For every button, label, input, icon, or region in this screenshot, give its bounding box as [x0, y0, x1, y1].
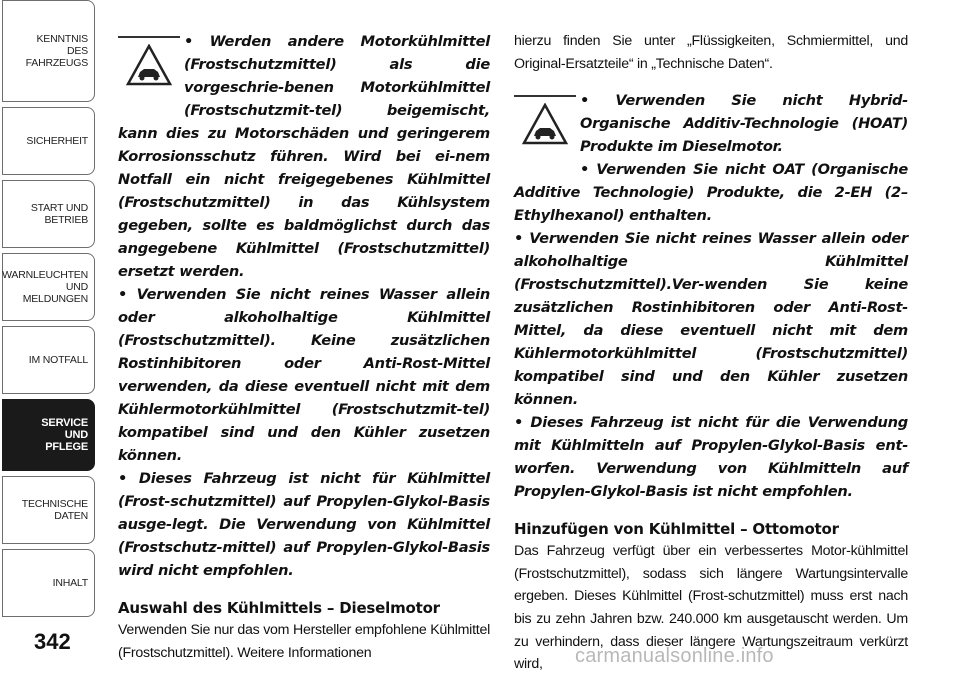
tab-label: INHALT [52, 577, 88, 589]
tab-label: START UND BETRIEB [30, 202, 88, 226]
tab-label: TECHNISCHE DATEN [21, 498, 88, 522]
tab-sicherheit[interactable] [2, 107, 95, 175]
tab-warnleuchten-und-meldungen[interactable] [2, 253, 95, 321]
tab-start-und-betrieb[interactable] [2, 180, 95, 248]
body-paragraph: hierzu finden Sie unter „Flüssigkeiten, Schmiermittel, und Original-Ersatzteile“ in „Technische Daten“. [514, 33, 908, 72]
right-column [514, 30, 908, 676]
warning-triangle-icon [118, 36, 180, 102]
warning-block [514, 89, 908, 503]
section-heading: Auswahl des Kühlmittels – Dieselmotor [118, 599, 440, 617]
tab-label: KENNTNIS DES FAHRZEUGS [25, 33, 88, 69]
tab-technische-daten[interactable] [2, 476, 95, 544]
tab-label: IM NOTFALL [28, 354, 88, 366]
warning-text: • Verwenden Sie nicht reines Wasser allein oder alkoholhaltige Kühlmittel (Frostschutzmittel). Keine zusätzlichen Rostinhibitoren oder Anti-Rost-Mittel verwenden, da diese eventuell nicht mit dem Kühlermotorkühlmittel (Frostschutzmit-tel) kompatibel sind und den Kühler zusetzen können. [118, 286, 490, 464]
warning-block [118, 30, 490, 582]
left-column [118, 30, 490, 664]
warning-text: • Werden andere Motorkühlmittel (Frostschutzmittel) als die vorgeschrie-benen Motorkühlmittel (Frostschutzmit-tel) beigemischt, kann dies zu Motorschäden und geringerem Korrosionsschutz führen. Wird bei ei-nem Notfall ein nicht freigegebenes Kühlmittel (Frostschutzmittel) in das Kühlsystem gegeben, sollte es baldmöglichst durch das angegebene Kühlmittel (Frostschutzmittel) ersetzt werden. [118, 33, 490, 280]
body-paragraph: Verwenden Sie nur das vom Hersteller empfohlene Kühlmittel (Frostschutzmittel). Weitere Informationen [118, 622, 490, 661]
warning-triangle-icon [514, 95, 576, 161]
tab-label: SERVICE UND PFLEGE [41, 417, 88, 453]
tab-label: SICHERHEIT [26, 135, 88, 147]
page-number: 342 [34, 629, 71, 654]
tab-kenntnis-des-fahrzeugs[interactable] [2, 0, 95, 102]
tab-inhalt[interactable] [2, 549, 95, 617]
tab-label: WARNLEUCHTEN UND MELDUNGEN [2, 269, 88, 305]
section-heading: Hinzufügen von Kühlmittel – Ottomotor [514, 520, 839, 539]
tab-im-notfall[interactable] [2, 326, 95, 394]
body-paragraph: Das Fahrzeug verfügt über ein verbessertes Motor-kühlmittel (Frostschutzmittel), sodass sich längere Wartungsintervalle ergeben. Dieses Kühlmittel (Frost-schutzmittel) muss erst nach bis zu zehn Jahren bzw. 240.000 km ausgetauscht werden. Um zu verhindern, dass dieser längere Wartungszeitraum verkürzt wird, [514, 543, 908, 673]
warning-text: • Dieses Fahrzeug ist nicht für Kühlmittel (Frost-schutzmittel) auf Propylen-Glykol-Basis ausge-legt. Die Verwendung von Kühlmittel (Frostschutz-mittel) auf Propylen-Glykol-Basis wird nicht empfohlen. [118, 470, 490, 579]
watermark: carmanualsonline.info [575, 645, 774, 667]
warning-text: • Verwenden Sie nicht Hybrid-Organische Additiv-Technologie (HOAT) Produkte im Dieselmotor. [580, 92, 908, 156]
warning-text: • Dieses Fahrzeug ist nicht für die Verwendung mit Kühlmitteln auf Propylen-Glykol-Basis ent-worfen. Verwendung von Kühlmitteln auf Propylen-Glykol-Basis ist nicht empfohlen. [514, 414, 908, 501]
warning-text: • Verwenden Sie nicht reines Wasser allein oder alkoholhaltige Kühlmittel (Frostschutzmittel).Ver-wenden Sie keine zusätzlichen Rostinhibitoren oder Anti-Rost-Mittel, da diese eventuell nicht mit dem Kühlermotorkühlmittel (Frostschutzmittel) kompatibel sind und den Kühler zusetzen können. [514, 230, 908, 409]
warning-text: • Verwenden Sie nicht OAT (Organische Additive Technologie) Produkte, die 2-EH (2– Ethylhexanol) enthalten. [514, 161, 908, 225]
tab-service-und-pflege[interactable] [2, 399, 95, 471]
